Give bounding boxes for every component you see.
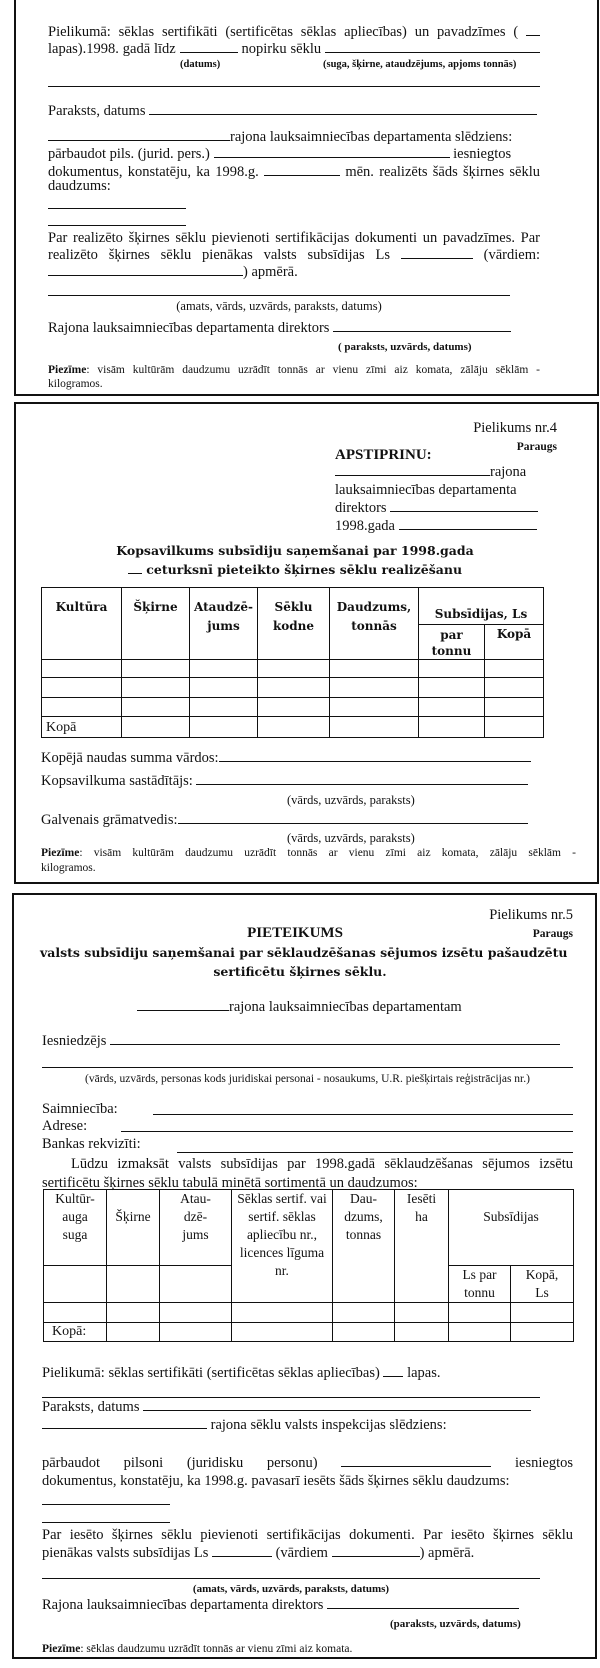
table-row [42, 660, 544, 678]
application-table [43, 1189, 574, 1342]
cell[interactable] [449, 1323, 511, 1342]
summary-title-1: Kopsavilkums subsīdiju saņemšanai par 1998.gada [116, 543, 474, 558]
official-blank[interactable] [48, 295, 510, 296]
bank-label: Bankas rekvizīti: [42, 1136, 141, 1152]
cell[interactable] [419, 717, 485, 738]
quantity-blank-2[interactable] [42, 1522, 170, 1523]
hint-compiler: (vārds, uzvārds, paraksts) [287, 793, 415, 807]
signature-date-line: Paraksts, datums [42, 1398, 531, 1416]
accountant-line: Galvenais grāmatvedis: [41, 811, 528, 829]
note-line-2: kilogramos. [48, 378, 103, 390]
signature-date-line: Paraksts, datums [48, 102, 537, 120]
person-blank[interactable] [214, 145, 450, 158]
application-subtitle-2: sertificētu šķirnes sēklu. [213, 964, 387, 979]
total-row [44, 1323, 574, 1342]
cell[interactable] [122, 678, 190, 698]
address-blank[interactable] [121, 1131, 573, 1132]
col-header-crop-species: Kultūr-auga suga [44, 1190, 107, 1266]
col-header-per-ton: Ls par tonnu [449, 1266, 511, 1303]
col-header-seed-treatment: Sēklu kodne [258, 588, 330, 660]
farm-label: Saimniecība: [42, 1101, 118, 1117]
cell[interactable] [42, 698, 122, 717]
request-line-2: sertificētu šķirnes sēklu tabulā minētā sortimentā un daudzumos: [42, 1175, 418, 1191]
blank-line[interactable] [48, 86, 540, 87]
paid-line-2: realizēto šķirnes sēklu pienākas valsts subsīdijas Ls (vārdiem: [48, 247, 540, 263]
quantity-blank-2[interactable] [48, 225, 186, 226]
total-label: Kopā [42, 717, 122, 738]
cell[interactable] [190, 698, 258, 717]
approve-heading: APSTIPRINU: [335, 447, 432, 463]
director-line: Rajona lauksaimniecības departamenta direktors [48, 319, 511, 337]
cell[interactable] [190, 678, 258, 698]
quantity-blank-1[interactable] [42, 1504, 170, 1505]
director-blank[interactable] [327, 1596, 519, 1609]
month-blank[interactable] [264, 163, 340, 176]
person-blank[interactable] [341, 1454, 491, 1467]
cell[interactable] [107, 1323, 160, 1342]
hint-official: (amats, vārds, uzvārds, paraksts, datums) [176, 299, 382, 313]
col-header-per-ton: par tonnu [419, 625, 485, 660]
cell[interactable] [258, 717, 330, 738]
col-header-certificate: Sēklas sertif. vai sertif. sēklas apliecību nr., licences līguma nr. [232, 1190, 333, 1303]
conclusion-line: rajona lauksaimniecības departamenta slēdziens: [48, 128, 512, 146]
col-header-subsidies: Subsīdijas [449, 1190, 574, 1266]
col-header-sown-ha: Iesēti ha [395, 1190, 449, 1303]
col-header-total: Kopā [485, 625, 544, 660]
col-header-total: Kopā, Ls [511, 1266, 574, 1303]
compiler-blank[interactable] [196, 772, 528, 785]
table-row [42, 698, 544, 717]
cell[interactable] [190, 717, 258, 738]
col-header-quantity: Daudzums, tonnās [330, 588, 419, 660]
col-header-quantity: Dau-dzums, tonnas [333, 1190, 395, 1303]
note-line-2: kilogramos. [41, 862, 96, 874]
cell[interactable] [42, 660, 122, 678]
accountant-blank[interactable] [178, 811, 528, 824]
annex-number: Pielikums nr.5 [489, 907, 573, 923]
amount-blank[interactable] [401, 246, 473, 259]
amount-words-blank[interactable] [48, 263, 243, 276]
approve-dept: lauksaimniecības departamenta [335, 482, 517, 498]
summary-table [41, 587, 544, 738]
sample-label: Paraugs [516, 441, 557, 453]
hint-date: (datums) [180, 59, 221, 70]
hint-official: (amats, vārds, uzvārds, paraksts, datums) [192, 1583, 390, 1595]
applicant-blank-2[interactable] [42, 1067, 573, 1068]
cell[interactable] [44, 1266, 107, 1303]
cell[interactable] [330, 698, 419, 717]
cell[interactable] [330, 660, 419, 678]
hint-director: (paraksts, uzvārds, datums) [390, 1618, 521, 1630]
cell[interactable] [122, 698, 190, 717]
col-header-subsidies: Subsīdijas, Ls [419, 588, 544, 625]
note-line-1: Piezīme: visām kultūrām daudzumu uzrādīt tonnās ar vienu zīmi aiz komata, zālāju sēklām - [48, 364, 540, 376]
paid-line-2: pienākas valsts subsīdijas Ls (vārdiem ) apmērā. [42, 1545, 475, 1561]
cell[interactable] [160, 1303, 232, 1323]
col-header-generation: Ataudzē-jums [190, 588, 258, 660]
cell[interactable] [449, 1303, 511, 1323]
conclusion-line: rajona sēklu valsts inspekcijas slēdziens: [42, 1416, 447, 1434]
cell[interactable] [160, 1323, 232, 1342]
cell[interactable] [419, 678, 485, 698]
department-line: rajona lauksaimniecības departamentam [137, 998, 462, 1016]
date-blank[interactable] [399, 517, 537, 530]
hint-applicant: (vārds, uzvārds, personas kods juridiskai personai - nosaukums, U.R. piešķirtais reģistrācijas nr.) [85, 1073, 530, 1085]
director-line: Rajona lauksaimniecības departamenta direktors [42, 1596, 519, 1614]
total-label: Kopā: [44, 1323, 107, 1342]
cell[interactable] [395, 1303, 449, 1323]
table-row [42, 678, 544, 698]
paid-line-3: ) apmērā. [48, 263, 298, 281]
cell[interactable] [419, 698, 485, 717]
cell[interactable] [107, 1266, 160, 1303]
cell[interactable] [258, 678, 330, 698]
cell[interactable] [419, 660, 485, 678]
cell[interactable] [160, 1266, 232, 1303]
cell[interactable] [122, 660, 190, 678]
quantity-label: daudzums: [48, 178, 111, 194]
cell[interactable] [511, 1323, 574, 1342]
cell[interactable] [122, 717, 190, 738]
cell[interactable] [258, 660, 330, 678]
cell[interactable] [107, 1303, 160, 1323]
documents-line: dokumentus, konstatēju, ka 1998.g. mēn. realizēts šāds šķirnes sēklu [48, 164, 540, 180]
address-label: Adrese: [42, 1118, 88, 1134]
request-line-1: Lūdzu izmaksāt valsts subsīdijas par 1998.gadā sēklaudzēšanas sējumos izsētu [71, 1156, 573, 1172]
hint-accountant: (vārds, uzvārds, paraksts) [287, 831, 415, 845]
seed-blank[interactable] [325, 40, 540, 53]
bank-blank[interactable] [177, 1152, 573, 1153]
district-blank[interactable] [48, 128, 230, 141]
paid-line-1: Par realizēto šķirnes sēklu pievienoti sertifikācijas dokumenti un pavadzīmes. Par [48, 230, 540, 246]
approve-director: direktors [335, 499, 538, 517]
district-blank[interactable] [42, 1416, 207, 1429]
annex-number: Pielikums nr.4 [473, 420, 557, 436]
signature-blank[interactable] [149, 102, 537, 115]
total-row [42, 717, 544, 738]
paid-line-1: Par iesēto šķirnes sēklu pievienoti sertifikācijas dokumenti. Par iesēto šķirnes sēklu [42, 1527, 573, 1543]
hint-seed: (suga, šķirne, ataudzējums, apjoms tonnās) [323, 59, 517, 70]
cell[interactable] [232, 1323, 333, 1342]
district-blank[interactable] [335, 463, 490, 476]
check-line: pārbaudot pils. (jurid. pers.) iesniegtos [48, 146, 512, 162]
cell[interactable] [333, 1323, 395, 1342]
cell[interactable] [395, 1323, 449, 1342]
application-subtitle-1: valsts subsīdiju saņemšanai par sēklaudzēšanas sējumos izsētu pašaudzētu [40, 945, 568, 960]
cell[interactable] [485, 678, 544, 698]
application-title: PIETEIKUMS [247, 925, 343, 941]
signature-blank[interactable] [143, 1398, 531, 1411]
applicant-line: Iesniedzējs [42, 1032, 560, 1050]
cell[interactable] [232, 1303, 333, 1323]
quarter-blank[interactable] [128, 561, 142, 574]
cell[interactable] [511, 1303, 574, 1323]
director-blank[interactable] [390, 499, 538, 512]
pages-blank[interactable] [526, 23, 540, 36]
director-blank[interactable] [333, 319, 511, 332]
col-header-culture: Kultūra [42, 588, 122, 660]
approve-district: rajona [335, 463, 526, 481]
sample-label: Paraugs [532, 928, 573, 940]
amount-blank[interactable] [212, 1544, 272, 1557]
compiler-line: Kopsavilkuma sastādītājs: [41, 772, 528, 790]
quantity-blank-1[interactable] [48, 208, 186, 209]
note-line: Piezīme: sēklas daudzumu uzrādīt tonnās ar vienu zīmi aiz komata. [42, 1643, 353, 1655]
documents-line: dokumentus, konstatēju, ka 1998.g. pavasarī iesēts šāds šķirnes sēklu daudzums: [42, 1473, 510, 1489]
pages-blank[interactable] [383, 1364, 403, 1377]
attachments-line: Pielikumā: sēklas sertifikāti (sertificētas sēklas apliecības) lapas. [42, 1365, 441, 1381]
cell[interactable] [330, 717, 419, 738]
cell[interactable] [190, 660, 258, 678]
applicant-blank[interactable] [110, 1032, 560, 1045]
summary-title-2: ceturksnī pieteikto šķirnes sēklu realizēšanu [100, 561, 490, 579]
cell[interactable] [330, 678, 419, 698]
col-header-variety: Šķirne [107, 1190, 160, 1266]
amount-words-blank[interactable] [332, 1544, 420, 1557]
cell[interactable] [485, 698, 544, 717]
cell[interactable] [333, 1303, 395, 1323]
note-line-1: Piezīme: visām kultūrām daudzumu uzrādīt tonnās ar vienu zīmi aiz komata, zālāju sēklām - [41, 847, 576, 859]
purchase-line: lapas).1998. gadā līdz nopirku sēklu [48, 40, 540, 58]
cell[interactable] [485, 717, 544, 738]
sum-words-blank[interactable] [219, 749, 531, 762]
attachments-line: Pielikumā: sēklas sertifikāti (sertificētas sēklas apliecības) un pavadzīmes ( [48, 23, 540, 41]
official-blank[interactable] [42, 1578, 540, 1579]
date-blank[interactable] [180, 40, 238, 53]
sum-words-line: Kopējā naudas summa vārdos: [41, 749, 531, 767]
col-header-generation: Atau-dzē-jums [160, 1190, 232, 1266]
farm-blank[interactable] [153, 1114, 573, 1115]
cell[interactable] [485, 660, 544, 678]
table-row [44, 1303, 574, 1323]
col-header-variety: Šķirne [122, 588, 190, 660]
check-line: pārbaudot pilsoni (juridisku personu) iesniegtos [42, 1455, 573, 1471]
cell[interactable] [258, 698, 330, 717]
cell[interactable] [42, 678, 122, 698]
district-blank[interactable] [137, 998, 229, 1011]
approve-year: 1998.gada [335, 517, 537, 535]
cell[interactable] [44, 1303, 107, 1323]
hint-director: ( paraksts, uzvārds, datums) [338, 341, 472, 353]
